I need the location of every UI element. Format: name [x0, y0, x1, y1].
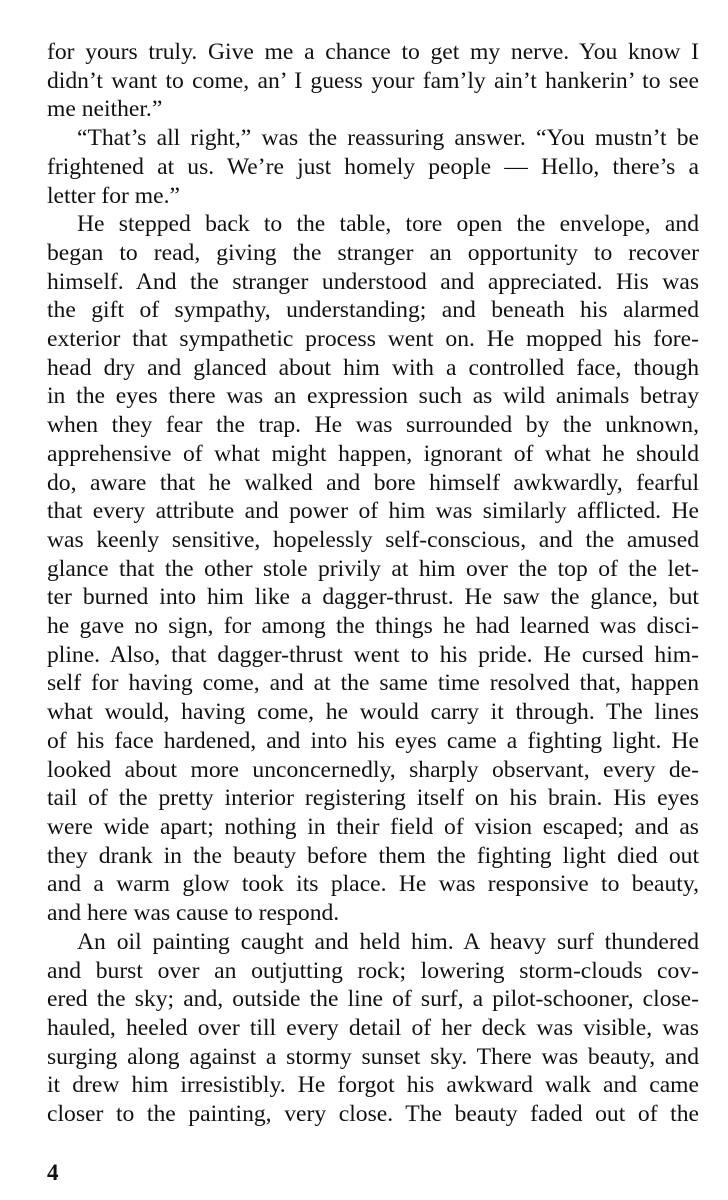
page-body	[47, 38, 699, 1129]
text-line: it drew him irresistibly. He forgot his awkward walk and came	[47, 1072, 699, 1099]
text-line: closer to the painting, very close. The beauty faded out of the	[47, 1101, 699, 1128]
text-line: and a warm glow took its place. He was responsive to beauty,	[47, 871, 699, 898]
paragraph-1	[47, 38, 699, 124]
text-line: for yours truly. Give me a chance to get my nerve. You know I	[47, 39, 699, 65]
paragraph-2	[47, 124, 699, 210]
paragraph-4	[47, 928, 699, 1129]
text-line: exterior that sympathetic process went on. He mopped his fore-	[47, 326, 699, 353]
text-line: “That’s all right,” was the reassuring answer. “You mustn’t be	[77, 125, 699, 152]
text-line: ered the sky; and, outside the line of surf, a pilot-schooner, close-	[47, 986, 699, 1013]
text-line: looked about more unconcernedly, sharply observant, every de-	[47, 756, 699, 783]
text-line: what would, having come, he would carry it through. The lines	[47, 699, 699, 726]
text-line: didn’t want to come, an’ I guess your fam’ly ain’t hankerin’ to see	[47, 67, 699, 94]
text-line: the gift of sympathy, understanding; and beneath his alarmed	[47, 297, 699, 324]
text-line: An oil painting caught and held him. A heavy surf thundered	[77, 928, 699, 955]
text-line: that every attribute and power of him was similarly afflicted. He	[47, 498, 699, 525]
text-line: tail of the pretty interior registering itself on his brain. His eyes	[47, 785, 699, 812]
text-line: when they fear the trap. He was surrounded by the unknown,	[47, 412, 699, 439]
text-line: of his face hardened, and into his eyes came a fighting light. He	[47, 727, 699, 754]
text-line: were wide apart; nothing in their field of vision escaped; and as	[47, 813, 699, 840]
text-line: apprehensive of what might happen, ignorant of what he should	[47, 440, 699, 467]
page-number: 4	[47, 1160, 59, 1185]
text-line: they drank in the beauty before them the fighting light died out	[47, 842, 699, 869]
text-line: glance that the other stole privily at him over the top of the let-	[47, 555, 699, 582]
text-line: in the eyes there was an expression such as wild animals betray	[47, 383, 699, 410]
text-line: pline. Also, that dagger-thrust went to his pride. He cursed him-	[47, 641, 699, 668]
text-line: was keenly sensitive, hopelessly self-conscious, and the amused	[47, 526, 699, 553]
text-line: me neither.”	[47, 96, 163, 123]
text-line: himself. And the stranger understood and appreciated. His was	[47, 268, 699, 295]
paragraph-3	[47, 210, 699, 928]
text-line: hauled, heeled over till every detail of her deck was visible, was	[47, 1014, 699, 1041]
text-line: letter for me.”	[47, 182, 180, 209]
text-line: head dry and glanced about him with a controlled face, though	[47, 354, 699, 381]
text-line: he gave no sign, for among the things he had learned was disci-	[47, 613, 699, 640]
text-line: frightened at us. We’re just homely people — Hello, there’s a	[47, 153, 699, 180]
text-line: ter burned into him like a dagger-thrust. He saw the glance, but	[47, 584, 699, 611]
text-line: surging along against a stormy sunset sky. There was beauty, and	[47, 1043, 699, 1070]
text-line: and burst over an outjutting rock; lowering storm-clouds cov-	[47, 957, 699, 984]
text-line: self for having come, and at the same time resolved that, happen	[47, 670, 699, 697]
text-line: began to read, giving the stranger an opportunity to recover	[47, 239, 699, 266]
text-line: He stepped back to the table, tore open the envelope, and	[77, 211, 699, 238]
text-line: do, aware that he walked and bore himself awkwardly, fearful	[47, 469, 699, 496]
text-line: and here was cause to respond.	[47, 900, 340, 927]
